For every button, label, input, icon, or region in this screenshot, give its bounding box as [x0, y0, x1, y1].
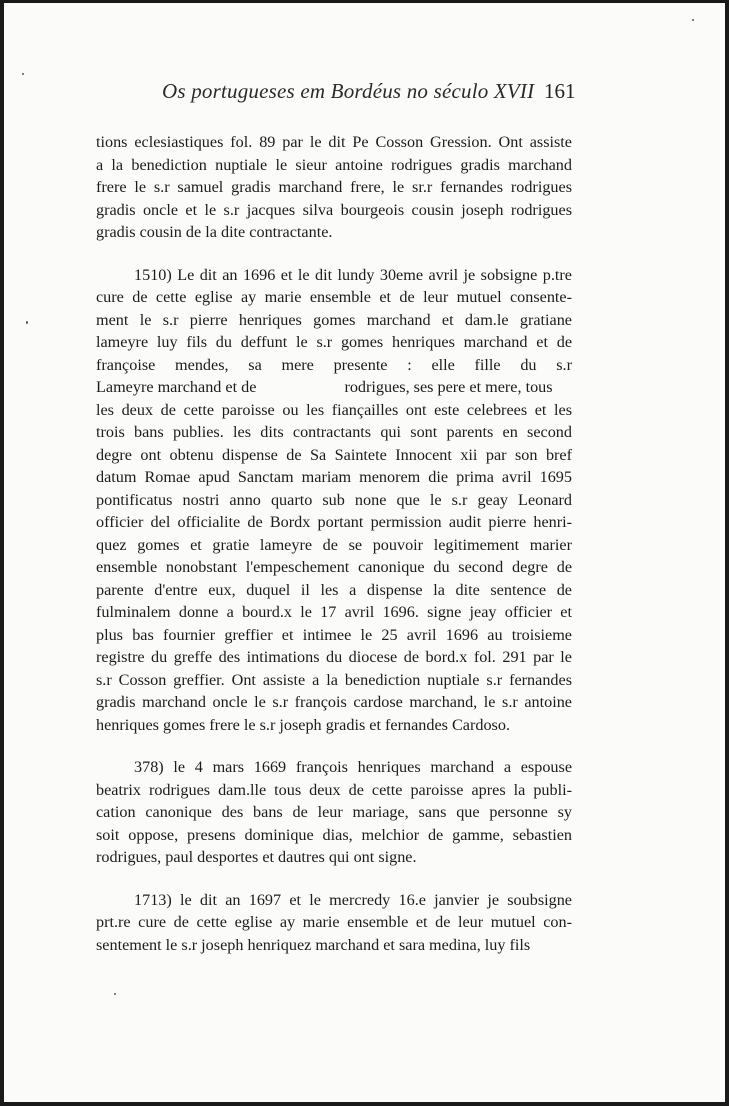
text-line: cure de cette eglise ay marie ensemble et de leur mutuel consente- — [96, 288, 572, 306]
text-line: 1713) le dit an 1697 et le mercredy 16.e janvier je soubsigne — [134, 890, 572, 909]
text-line: sentement le s.r joseph henriquez marchand et sara medina, luy fils — [96, 935, 531, 954]
text-line: registre du greffe des intimations du diocese de bord.x fol. 291 par le — [96, 648, 572, 666]
body-text — [96, 131, 572, 976]
paragraph — [96, 264, 572, 737]
text-line: fulminalem donne a bourd.x le 17 avril 1696. signe jeay officier et — [96, 603, 572, 621]
text-line: soit oppose, presens dominique dias, melchior de gamme, sebastien — [96, 825, 572, 844]
text-line: pontificatus nostri anno quarto sub none que le s.r geay Leonard — [96, 490, 572, 509]
text-line: les deux de cette paroisse ou les fiançailles ont este celebrees et les — [96, 400, 572, 419]
text-line: Lameyre marchand et de rodrigues, ses pere et mere, tous — [96, 378, 553, 396]
text-line: prt.re cure de cette eglise ay marie ensemble et de leur mutuel con- — [96, 913, 572, 931]
text-line: 378) le 4 mars 1669 françois henriques marchand a espouse — [134, 758, 572, 776]
text-line: degre ont obtenu dispense de Sa Saintete Innocent xii par son bref — [96, 445, 572, 464]
text-line: quez gomes et gratie lameyre de se pouvoir legitimement marier — [96, 535, 572, 554]
paragraph — [96, 131, 572, 244]
text-line: s.r Cosson greffier. Ont assiste a la benediction nuptiale s.r fernandes — [96, 670, 572, 689]
text-line: frere le s.r samuel gradis marchand frere, le sr.r fernandes rodrigues — [96, 178, 572, 196]
book-page — [4, 3, 725, 1102]
text-line: ment le s.r pierre henriques gomes marchand et dam.le gratiane — [96, 310, 572, 329]
text-line: a la benediction nuptiale le sieur antoine rodrigues gradis marchand — [96, 155, 572, 174]
print-speck — [114, 993, 116, 995]
print-speck — [692, 19, 694, 21]
text-line: françoise mendes, sa mere presente : elle fille du s.r — [96, 355, 572, 374]
text-line: henriques gomes frere le s.r joseph gradis et fernandes Cardoso. — [96, 715, 510, 734]
text-line: ensemble nonobstant l'empeschement canonique du second degre de — [96, 558, 572, 576]
text-line: rodrigues, paul desportes et dautres qui ont signe. — [96, 848, 417, 866]
text-line: 1510) Le dit an 1696 et le dit lundy 30eme avril je sobsigne p.tre — [134, 265, 572, 284]
text-line: beatrix rodrigues dam.lle tous deux de cette paroisse apres la publi- — [96, 780, 572, 799]
page-number: 161 — [544, 79, 576, 103]
text-line: trois bans publies. les dits contractants qui sont parents en second — [96, 423, 572, 441]
text-line: gradis marchand oncle le s.r françois cardose marchand, le s.r antoine — [96, 693, 572, 711]
paragraph — [96, 889, 572, 957]
print-speck — [26, 321, 28, 324]
text-line: cation canonique des bans de leur mariage, sans que personne sy — [96, 803, 572, 821]
text-line: plus bas fournier greffier et intimee le 25 avril 1696 au troisieme — [96, 625, 572, 644]
text-line: parente d'entre eux, duquel il les a dispense la dite sentence de — [96, 580, 572, 599]
page-header — [4, 79, 725, 109]
print-speck — [22, 73, 24, 75]
text-line: officier del officialite de Bordx portant permission audit pierre henri- — [96, 513, 572, 531]
text-line: gradis cousin de la dite contractante. — [96, 223, 333, 241]
text-line: tions eclesiastiques fol. 89 par le dit Pe Cosson Gression. Ont assiste — [96, 133, 572, 151]
paragraph — [96, 756, 572, 869]
text-line: lameyre luy fils du deffunt le s.r gomes henriques marchand et de — [96, 333, 572, 351]
text-line: gradis oncle et le s.r jacques silva bourgeois cousin joseph rodrigues — [96, 200, 572, 219]
running-title: Os portugueses em Bordéus no século XVII — [162, 79, 535, 103]
text-line: datum Romae apud Sanctam mariam menorem die prima avril 1695 — [96, 468, 572, 486]
